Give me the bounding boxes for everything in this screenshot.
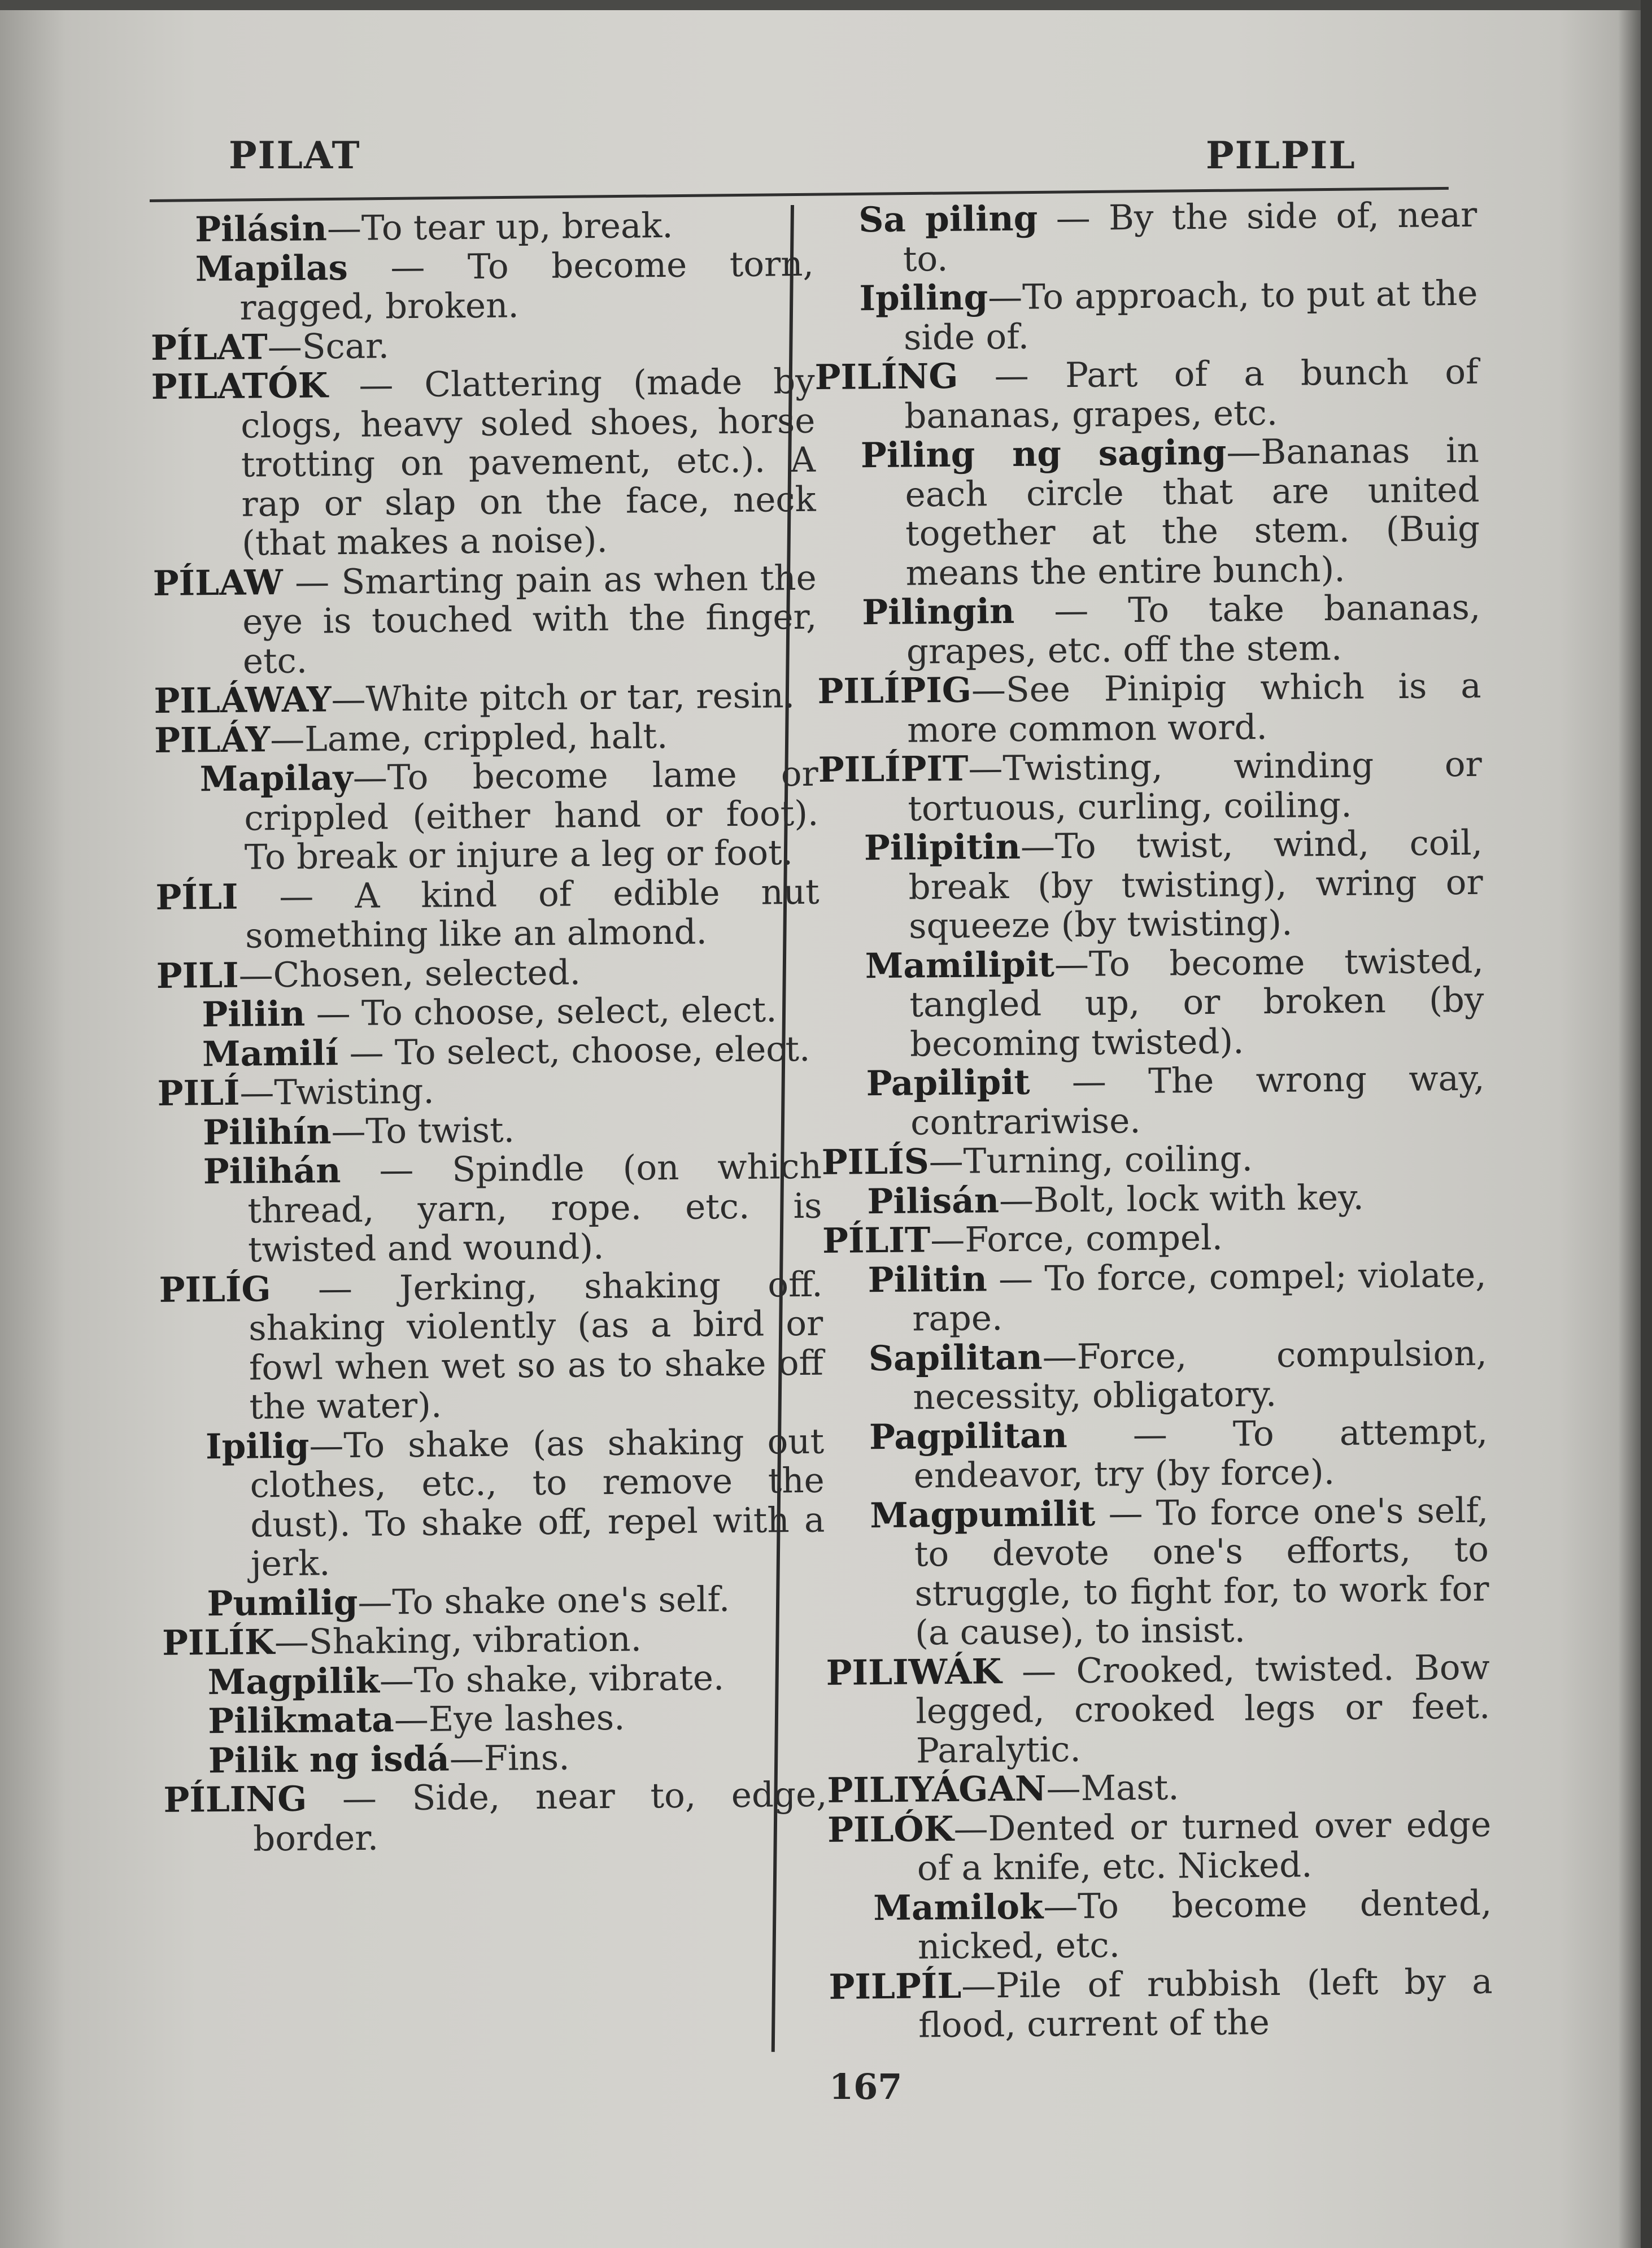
definition: — To select, choose, elect. xyxy=(338,1029,810,1073)
page-number: 167 xyxy=(829,2066,903,2107)
dictionary-subentry xyxy=(150,244,814,328)
dictionary-subentry xyxy=(163,1697,827,1742)
left-column xyxy=(150,205,827,1859)
definition: —Eye lashes. xyxy=(394,1697,625,1740)
dictionary-entry xyxy=(154,715,818,760)
headword: Pagpilitan xyxy=(869,1415,1068,1457)
headword: Mamilipit xyxy=(865,944,1055,986)
dictionary-subentry xyxy=(163,1736,827,1781)
headword: Pilásin xyxy=(194,208,328,250)
definition: —To become dented, nicked, etc. xyxy=(917,1883,1492,1967)
headword: Magpumilit xyxy=(870,1493,1096,1536)
definition: — To take bananas, grapes, etc. off the stem. xyxy=(906,587,1481,672)
definition: —To twist. xyxy=(331,1109,515,1152)
definition: —White pitch or tar, resin. xyxy=(331,676,795,720)
headword: PILÍG xyxy=(159,1269,271,1310)
dictionary-entry xyxy=(826,1648,1490,1771)
headword: Mapilay xyxy=(199,757,354,800)
headword: PILÍPIT xyxy=(818,748,969,790)
definition: —Force, compel. xyxy=(930,1217,1223,1261)
dictionary-subentry xyxy=(816,431,1480,594)
definition: — The wrong way, contrariwise. xyxy=(910,1058,1485,1143)
headword: Piliin xyxy=(202,994,306,1035)
headword: PÍLING xyxy=(163,1779,307,1820)
right-column xyxy=(813,195,1493,2046)
dictionary-entry xyxy=(827,1805,1492,1889)
headword: Pilisán xyxy=(867,1180,1000,1222)
headword: PILÍPIG xyxy=(817,670,972,712)
headword: PÍLIT xyxy=(822,1220,931,1261)
definition: —Chosen, selected. xyxy=(238,952,581,996)
definition: —To tear up, break. xyxy=(326,205,673,249)
definition: — To force, compel; violate, rape. xyxy=(912,1254,1487,1339)
definition: —Dented or turned over edge of a knife, etc. Nicked. xyxy=(917,1804,1492,1889)
definition: —Twisting. xyxy=(239,1071,435,1113)
headword: PILÓK xyxy=(827,1809,954,1850)
headword: Magpilik xyxy=(207,1661,380,1702)
headword: Papilipit xyxy=(866,1062,1030,1104)
dictionary-entry xyxy=(827,1766,1491,1811)
headword: PILÍNG xyxy=(814,356,958,398)
dictionary-subentry xyxy=(162,1657,826,1702)
definition: —Twisting, winding or tortuous, curling, coiling. xyxy=(908,744,1483,829)
headword: Ipiling xyxy=(859,277,988,319)
headword: PÍLAT xyxy=(150,326,268,368)
dictionary-subentry xyxy=(828,1883,1492,1967)
headword: Mamilok xyxy=(873,1887,1044,1928)
dictionary-entry xyxy=(151,362,816,564)
dictionary-subentry xyxy=(154,755,819,878)
headword: PILPÍL xyxy=(829,1966,962,2007)
headword: PILÍS xyxy=(821,1142,930,1183)
headword: Pilipitin xyxy=(864,826,1021,869)
definition: — To force one's self, to devote one's efforts, to struggle, to fight for, to work for (a cause), to insist. xyxy=(914,1490,1489,1653)
definition: —Mast. xyxy=(1046,1767,1179,1809)
definition: — To become torn, ragged, broken. xyxy=(239,243,814,328)
definition: —To shake, vibrate. xyxy=(379,1657,725,1701)
dictionary-entry xyxy=(822,1138,1486,1183)
headword: PILÁY xyxy=(154,719,271,761)
headword: PILIYÁGAN xyxy=(827,1768,1047,1811)
dictionary-subentry xyxy=(150,205,814,250)
definition: — Part of a bunch of bananas, grapes, etc. xyxy=(904,351,1479,437)
definition: —Shaking, vibration. xyxy=(274,1619,642,1663)
definition: — Clattering (made by clogs, heavy soled shoes, horse trotting on pavement, etc.). A rap or slap on the face, neck (that makes a noise). xyxy=(241,361,816,564)
dictionary-subentry xyxy=(820,941,1485,1065)
dictionary-subentry xyxy=(825,1491,1489,1653)
dictionary-entry xyxy=(154,676,818,721)
headword: Pilihán xyxy=(203,1151,341,1192)
dictionary-entry xyxy=(817,666,1481,751)
headword: Pilik ng isdá xyxy=(208,1738,450,1781)
dictionary-entry xyxy=(151,323,815,368)
dictionary-subentry xyxy=(158,1108,822,1153)
dictionary-entry xyxy=(818,745,1482,829)
definition: —Bananas in each circle that are united together at the stem. (Buig means the entire bunch). xyxy=(905,430,1480,594)
dictionary-entry xyxy=(155,872,820,956)
dictionary-entry xyxy=(163,1775,827,1859)
headword: Mapilas xyxy=(195,247,348,289)
headword: Sapilitan xyxy=(868,1337,1043,1379)
dictionary-entry xyxy=(814,352,1479,437)
definition: — By the side of, near to. xyxy=(903,194,1477,280)
definition: — To choose, select, elect. xyxy=(305,990,777,1034)
dictionary-entry xyxy=(152,558,817,682)
definition: —To become twisted, tangled up, or broken (by becoming twisted). xyxy=(909,940,1484,1065)
headword: Pilihín xyxy=(202,1111,332,1153)
headword: PILI xyxy=(156,955,239,996)
dictionary-entry xyxy=(829,1962,1493,2046)
headword: Pilikmata xyxy=(208,1700,395,1742)
definition: —To shake one's self. xyxy=(358,1579,730,1623)
dictionary-subentry xyxy=(817,588,1481,672)
headword: PÍLAW xyxy=(152,562,284,604)
dictionary-subentry xyxy=(823,1334,1488,1418)
headword: PILÁWAY xyxy=(154,679,332,721)
headword: Ipilig xyxy=(205,1426,310,1467)
definition: — Jerking, shaking off. shaking violently (as a bird or fowl when wet so as to shake off the water). xyxy=(248,1264,824,1427)
definition: — Spindle (on which thread, yarn, rope. etc. is twisted and wound). xyxy=(247,1146,822,1270)
headword: Sa piling xyxy=(858,198,1038,241)
dictionary-entry xyxy=(156,951,821,996)
definition: —Bolt, lock with key. xyxy=(999,1177,1365,1221)
definition: — A kind of edible nut something like an almond. xyxy=(238,872,820,956)
headword: Piling ng saging xyxy=(860,432,1227,476)
headword: Pilitin xyxy=(868,1258,988,1300)
dictionary-subentry xyxy=(813,195,1477,280)
dictionary-subentry xyxy=(160,1422,825,1584)
definition: —To shake (as shaking out clothes, etc., to remove the dust). To shake off, repel with a jerk. xyxy=(250,1421,825,1584)
definition: — Smarting pain as when the eye is touched with the finger, etc. xyxy=(242,557,817,682)
definition: —See Pinipig which is a more common word. xyxy=(906,665,1481,751)
running-head-left: PILAT xyxy=(229,133,361,177)
headword: PILÍK xyxy=(162,1622,275,1663)
headword: PÍLI xyxy=(155,877,238,918)
definition: —To become lame or crippled (either hand or foot). To break or injure a leg or foot. xyxy=(244,753,819,878)
dictionary-subentry xyxy=(822,1177,1486,1222)
dictionary-subentry xyxy=(157,1029,821,1074)
definition: —Force, compulsion, necessity, obligatory. xyxy=(913,1333,1488,1418)
headword: Pumilig xyxy=(207,1582,358,1624)
headword: Mamilí xyxy=(202,1032,339,1074)
definition: — Side, near to, edge, border. xyxy=(252,1774,827,1859)
definition: —Pile of rubbish (left by a flood, current of the xyxy=(918,1961,1493,2046)
dictionary-entry xyxy=(162,1618,826,1663)
definition: —Lame, crippled, halt. xyxy=(270,716,668,760)
headword: Pilingin xyxy=(862,591,1015,633)
definition: —Fins. xyxy=(449,1737,570,1779)
definition: —To approach, to put at the side of. xyxy=(903,273,1478,358)
dictionary-subentry xyxy=(819,824,1484,947)
dictionary-entry xyxy=(822,1216,1487,1261)
dictionary-subentry xyxy=(822,1255,1487,1339)
definition: —Turning, coiling. xyxy=(929,1139,1253,1182)
dictionary-subentry xyxy=(824,1412,1488,1496)
running-head-right: PILPIL xyxy=(1206,133,1356,177)
definition: — Crooked, twisted. Bow legged, crooked legs or feet. Paralytic. xyxy=(916,1647,1490,1771)
definition: — To attempt, endeavor, try (by force). xyxy=(913,1411,1488,1496)
dictionary-subentry xyxy=(821,1059,1485,1143)
dictionary-entry xyxy=(159,1265,823,1427)
dictionary-subentry xyxy=(156,990,821,1035)
dictionary-subentry xyxy=(158,1147,823,1271)
dictionary-subentry xyxy=(814,274,1478,358)
definition: —To twist, wind, coil, break (by twisting), wring or squeeze (by twisting). xyxy=(908,822,1483,947)
headword: PILÍ xyxy=(157,1073,240,1114)
dictionary-entry xyxy=(157,1069,821,1114)
headword: PILIWÁK xyxy=(826,1651,1002,1693)
dictionary-subentry xyxy=(162,1579,826,1624)
headword: PILATÓK xyxy=(151,365,328,407)
definition: —Scar. xyxy=(267,325,390,367)
